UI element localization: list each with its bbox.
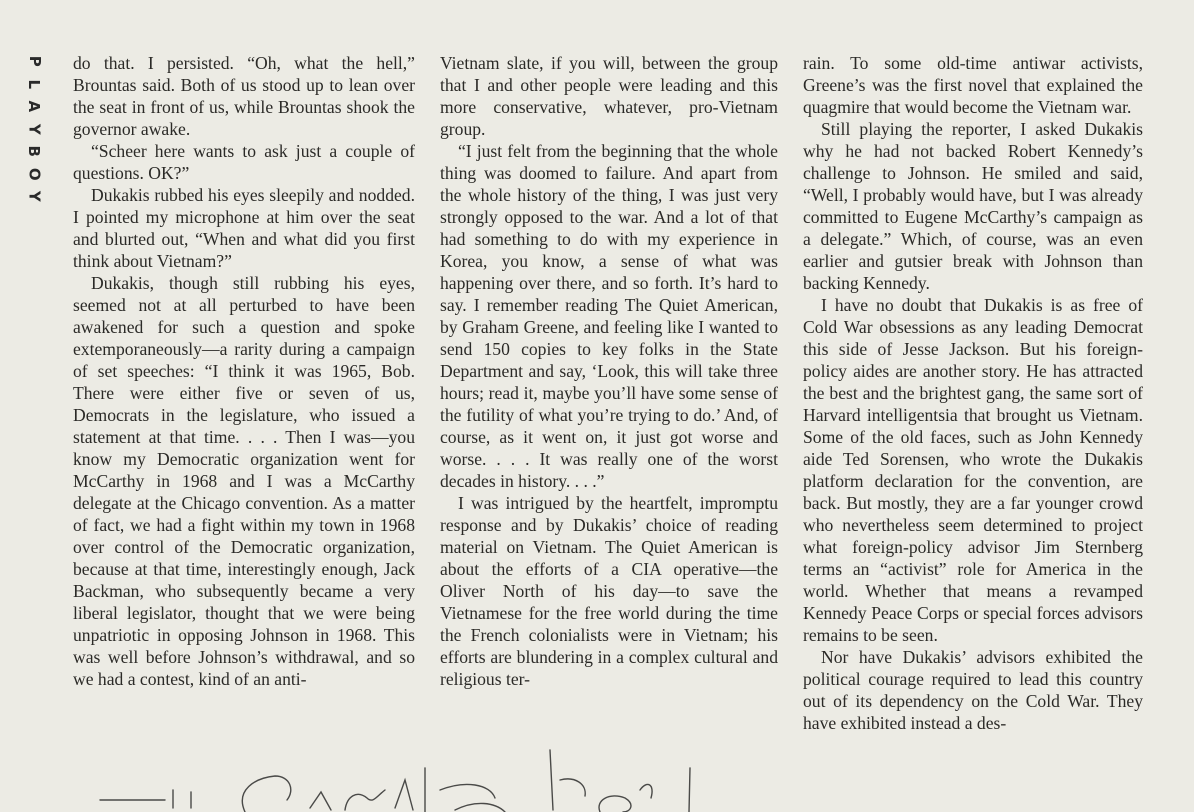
text-column-2 bbox=[440, 52, 778, 690]
paragraph: I was intrigued by the heartfelt, impromptu response and by Dukakis’ choice of reading material on Vietnam. The Quiet American is about the efforts of a CIA operative—the Oliver North of his day—to save the Vietnamese for the free world during the time the French colonialists were in Vietnam; his efforts are blundering in a complex cultural and religious ter- bbox=[440, 493, 778, 689]
paragraph: do that. I persisted. “Oh, what the hell,” Brountas said. Both of us stood up to lean over the seat in front of us, while Brountas shook the governor awake. bbox=[73, 53, 415, 139]
text-column-1 bbox=[73, 52, 415, 690]
paragraph: Dukakis rubbed his eyes sleepily and nodded. I pointed my microphone at him over the seat and blurted out, “When and what did you first think about Vietnam?” bbox=[73, 185, 415, 271]
paragraph: “I just felt from the beginning that the whole thing was doomed to failure. And apart from the whole history of the thing, I was just very strongly opposed to the war. And a lot of that had something to do with my experience in Korea, you know, a sense of what was happening over there, and so forth. It’s hard to say. I remember reading The Quiet American, by Graham Greene, and feeling like I wanted to send 150 copies to key folks in the State Department and say, ‘Look, this will take three hours; read it, maybe you’ll have some sense of the futility of what you’re trying to do.’ And, of course, as it went on, it just got worse and worse. . . . It was really one of the worst decades in history. . . .” bbox=[440, 141, 778, 491]
side-letter: B bbox=[25, 145, 44, 157]
side-letter: P bbox=[25, 55, 44, 67]
side-letter: Y bbox=[25, 190, 44, 202]
magazine-side-label bbox=[22, 50, 46, 208]
side-letter: Y bbox=[25, 123, 44, 135]
paragraph: Dukakis, though still rubbing his eyes, seemed not at all perturbed to have been awakened for such a question and spoke extemporaneously—a rarity during a campaign of set speeches: “I think it was 1965, Bob. There were either five or seven of us, Democrats in the legislature, who issued a statement at that time. . . . Then I was—you know my Democratic organization went for McCarthy in 1968 and I was a McCarthy delegate at the Chicago convention. As a matter of fact, we had a fight within my town in 1968 over control of the Democratic organization, because at that time, interestingly enough, Jack Backman, who subsequently became a very liberal legislator, thought that we were being unpatriotic in opposing Johnson in 1968. This was well before Johnson’s withdrawal, and so we had a contest, kind of an anti- bbox=[73, 273, 415, 689]
side-letter: A bbox=[25, 100, 44, 113]
paragraph: Still playing the reporter, I asked Dukakis why he had not backed Robert Kennedy’s challenge to Johnson. He smiled and said, “Well, I probably would have, but I was already committed to Eugene McCarthy’s campaign as a delegate.” Which, of course, was an even earlier and gutsier break with Johnson than backing Kennedy. bbox=[803, 119, 1143, 293]
illustration-sketch bbox=[95, 740, 705, 812]
side-letter: L bbox=[25, 78, 44, 89]
side-letter: O bbox=[25, 167, 44, 181]
paragraph: Vietnam slate, if you will, between the group that I and other people were leading and this more conservative, whatever, pro-Vietnam group. bbox=[440, 53, 778, 139]
paragraph: Nor have Dukakis’ advisors exhibited the political courage required to lead this country out of its dependency on the Cold War. They have exhibited instead a des- bbox=[803, 647, 1143, 733]
paragraph: rain. To some old-time antiwar activists, Greene’s was the first novel that explained the quagmire that would become the Vietnam war. bbox=[803, 53, 1143, 117]
paragraph: “Scheer here wants to ask just a couple of questions. OK?” bbox=[73, 141, 415, 183]
paragraph: I have no doubt that Dukakis is as free of Cold War obsessions as any leading Democrat this side of Jesse Jackson. But his foreign-policy aides are another story. He has attracted the best and the brightest gang, the same sort of Harvard intelligentsia that brought us Vietnam. Some of the old faces, such as John Kennedy aide Ted Sorensen, who wrote the Dukakis platform declaration for the convention, are back. But mostly, they are a far younger crowd who nevertheless seem determined to project what foreign-policy advisor Jim Sternberg terms an “activist” role for America in the world. Whether that means a revamped Kennedy Peace Corps or special forces advisors remains to be seen. bbox=[803, 295, 1143, 645]
text-column-3 bbox=[803, 52, 1143, 734]
